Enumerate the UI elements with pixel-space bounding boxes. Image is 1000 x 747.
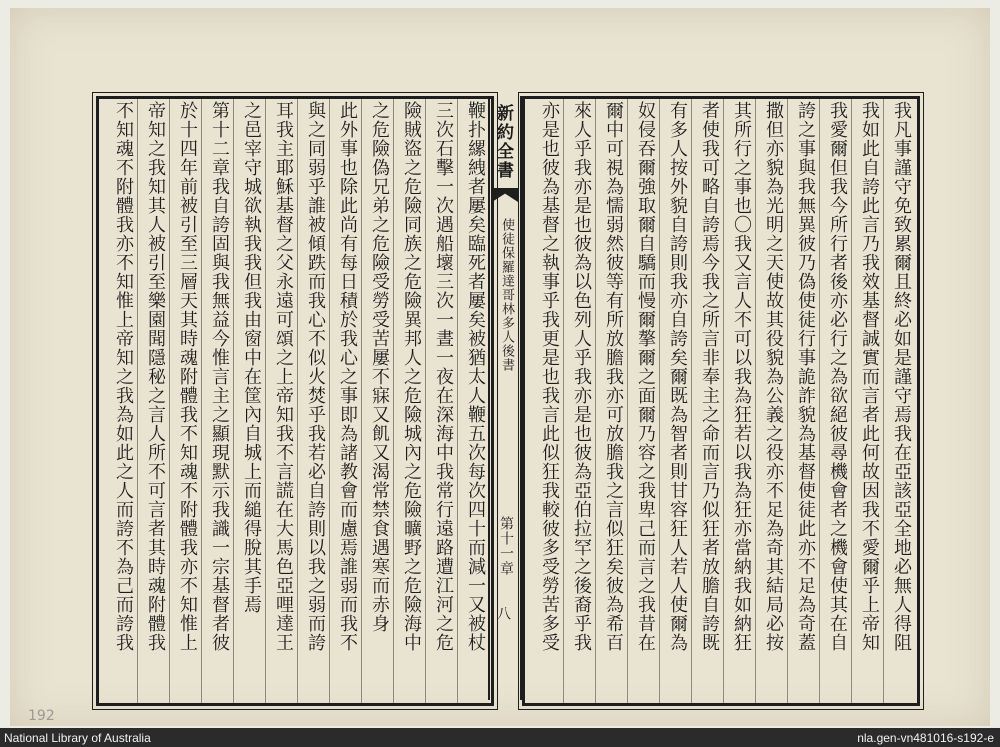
chapter-label: 第十一章 [498,516,514,576]
column-rule [457,99,458,703]
text-column: 奴侵吞爾強取爾自驕而慢爾摮爾之面爾乃容之我卑己而言之我昔在 [635,101,656,652]
column-rule [883,99,884,703]
column-rule [361,99,362,703]
column-rule [297,99,298,703]
text-column: 我如此自誇此言乃我效基督誠實而言者此何故因我不愛爾乎上帝知 [859,101,880,652]
text-column: 險賊盜之危險同族之危險異邦人之危險城內之危險曠野之危險海中 [401,101,422,652]
fishtail-mark [492,188,518,202]
book-title: 使徒保羅達哥林多人後書 [499,218,514,372]
text-column: 之邑宰守城欲執我我但我由窗中在筐內自城上而縋得脫其手焉 [241,101,262,614]
column-rule [787,99,788,703]
text-column: 我凡事謹守免致累爾且終必如是謹守焉我在亞該亞全地必無人得阻 [891,101,912,652]
text-column: 其所行之事也〇我又言人不可以我為狂若以我為狂亦當納我如納狂 [731,101,752,652]
text-column: 帝知之我知其人被引至樂園聞隱秘之言人所不可言者其時魂附體我 [145,101,166,652]
spine-title: 新約全書 [493,104,513,180]
text-column: 有多人按外貌自誇則我亦自誇矣爾既為智者則甘容狂人若人使爾為 [667,101,688,652]
column-rule [233,99,234,703]
column-rule [563,99,564,703]
text-column: 不知魂不附體我亦不知惟上帝知之我為如此之人而誇不為己而誇我 [113,101,134,652]
column-rule [329,99,330,703]
column-rule [595,99,596,703]
text-column: 來人乎我亦是也彼為以色列人乎我亦是也彼為亞伯拉罕之後裔乎我 [571,101,592,652]
right-page [522,96,920,706]
text-column: 之危險偽兄弟之危險受勞受苦屢不寐又飢又渴常禁食遇寒而赤身 [369,101,390,633]
text-column: 鞭扑縲絏者屢矣臨死者屢矣被猶太人鞭五次每次四十而減一又被杖 [465,101,486,652]
scanned-sheet [10,8,990,726]
column-rule [137,99,138,703]
column-rule [627,99,628,703]
column-rule [819,99,820,703]
text-column: 於十四年前被引至三層天其時魂附體我不知魂不附體我亦不知惟上 [177,101,198,652]
column-rule [201,99,202,703]
footer-identifier: nla.gen-vn481016-s192-e [857,731,994,745]
column-rule [659,99,660,703]
column-rule [393,99,394,703]
column-rule [169,99,170,703]
text-column: 此外事也除此尚有每日積於我心之事即為諸教會而慮焉誰弱而我不 [337,101,358,652]
pencil-folio-note: 192 [28,708,55,724]
footer-bar [0,728,1000,747]
column-rule [691,99,692,703]
footer-library-name: National Library of Australia [4,731,151,745]
text-column: 撒但亦貌為光明之天使故其役貌為公義之役亦不足為奇其結局必按 [763,101,784,652]
text-column: 誇之事與我無異彼乃偽使徒行事詭詐貌為基督使徒此亦不足為奇蓋 [795,101,816,652]
text-column: 者使我可略自誇焉今我之所言非奉主之命而言乃似狂者放膽自誇既 [699,101,720,652]
text-column: 我愛爾但我今所行者後亦必行之為欲絕彼尋機會者之機會使其在自 [827,101,848,652]
text-column: 三次石擊一次遇船壞三次一晝一夜在深海中我常行遠路遭江河之危 [433,101,454,652]
text-column: 耳我主耶穌基督之父永遠可頌之上帝知我不言謊在大馬色亞哩達王 [273,101,294,652]
center-fold [488,96,522,700]
fold-line [488,96,490,700]
text-column: 亦是也彼為基督之執事乎我更是也我言此似狂我較彼多受勞苦多受 [539,101,560,652]
text-column: 與之同弱乎誰被傾跌而我心不似火焚乎我若必自誇則以我之弱而誇 [305,101,326,652]
leaf-number: 八 [495,606,511,620]
text-column: 爾中可視為懦弱然彼等有所放膽我亦可放膽我之言似狂矣彼為希百 [603,101,624,652]
text-column: 第十二章我自誇固與我無益今惟言主之顯現默示我識一宗基督者彼 [209,101,230,652]
column-rule [851,99,852,703]
column-rule [425,99,426,703]
left-page [96,96,494,706]
column-rule [723,99,724,703]
column-rule [265,99,266,703]
column-rule [755,99,756,703]
